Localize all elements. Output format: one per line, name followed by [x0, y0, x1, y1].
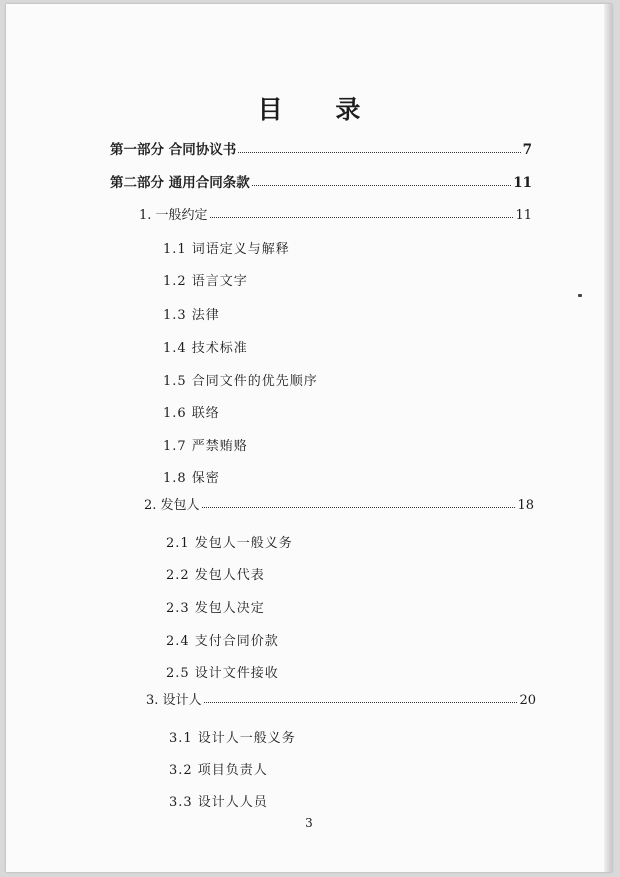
- toc-item-3-3: 3.3 设计人人员: [169, 795, 268, 810]
- toc-section-2-page: 18: [517, 498, 534, 513]
- toc-item-2-1: 2.1 发包人一般义务: [166, 536, 293, 551]
- toc-section-1-label: 1. 一般约定: [139, 208, 208, 223]
- toc-section-2-label: 2. 发包人: [144, 498, 200, 513]
- toc-part-1-page: 7: [522, 142, 532, 158]
- toc-part-2-label: 第二部分 通用合同条款: [110, 175, 250, 191]
- toc-item-2-2: 2.2 发包人代表: [166, 568, 265, 583]
- toc-item-2-5: 2.5 设计文件接收: [166, 666, 279, 681]
- toc-item-3-1: 3.1 设计人一般义务: [169, 731, 296, 746]
- toc-item-2-3: 2.3 发包人决定: [166, 601, 265, 616]
- toc-section-1-page: 11: [515, 208, 532, 223]
- page-number: 3: [305, 816, 313, 830]
- dot-leader: [204, 702, 518, 703]
- toc-section-2: [144, 491, 534, 513]
- dot-leader: [202, 507, 516, 508]
- toc-item-1-4: 1.4 技术标准: [163, 341, 248, 356]
- document-page: [6, 4, 612, 872]
- dot-leader: [238, 152, 520, 153]
- toc-item-2-4: 2.4 支付合同价款: [166, 634, 279, 649]
- toc-item-1-7: 1.7 严禁贿赂: [163, 439, 248, 454]
- toc-section-3-label: 3. 设计人: [146, 693, 202, 708]
- toc-item-1-3: 1.3 法律: [163, 308, 220, 323]
- toc-section-1: [139, 201, 532, 223]
- toc-item-1-5: 1.5 合同文件的优先顺序: [163, 374, 318, 389]
- toc-item-1-1: 1.1 词语定义与解释: [163, 242, 290, 257]
- dot-leader: [252, 185, 512, 186]
- toc-section-3: [146, 686, 536, 708]
- toc-title: 目 录: [257, 95, 383, 124]
- toc-part-2-page: 11: [513, 175, 532, 191]
- toc-item-1-6: 1.6 联络: [163, 406, 220, 421]
- toc-part-1: [110, 136, 532, 158]
- page-edge-shadow: [604, 4, 612, 872]
- toc-section-3-page: 20: [519, 693, 536, 708]
- toc-part-1-label: 第一部分 合同协议书: [110, 142, 237, 158]
- toc-item-1-8: 1.8 保密: [163, 471, 220, 486]
- scan-speck: [578, 294, 582, 297]
- toc-item-1-2: 1.2 语言文字: [163, 274, 248, 289]
- dot-leader: [210, 217, 514, 218]
- toc-item-3-2: 3.2 项目负责人: [169, 763, 268, 778]
- toc-part-2: [110, 169, 532, 191]
